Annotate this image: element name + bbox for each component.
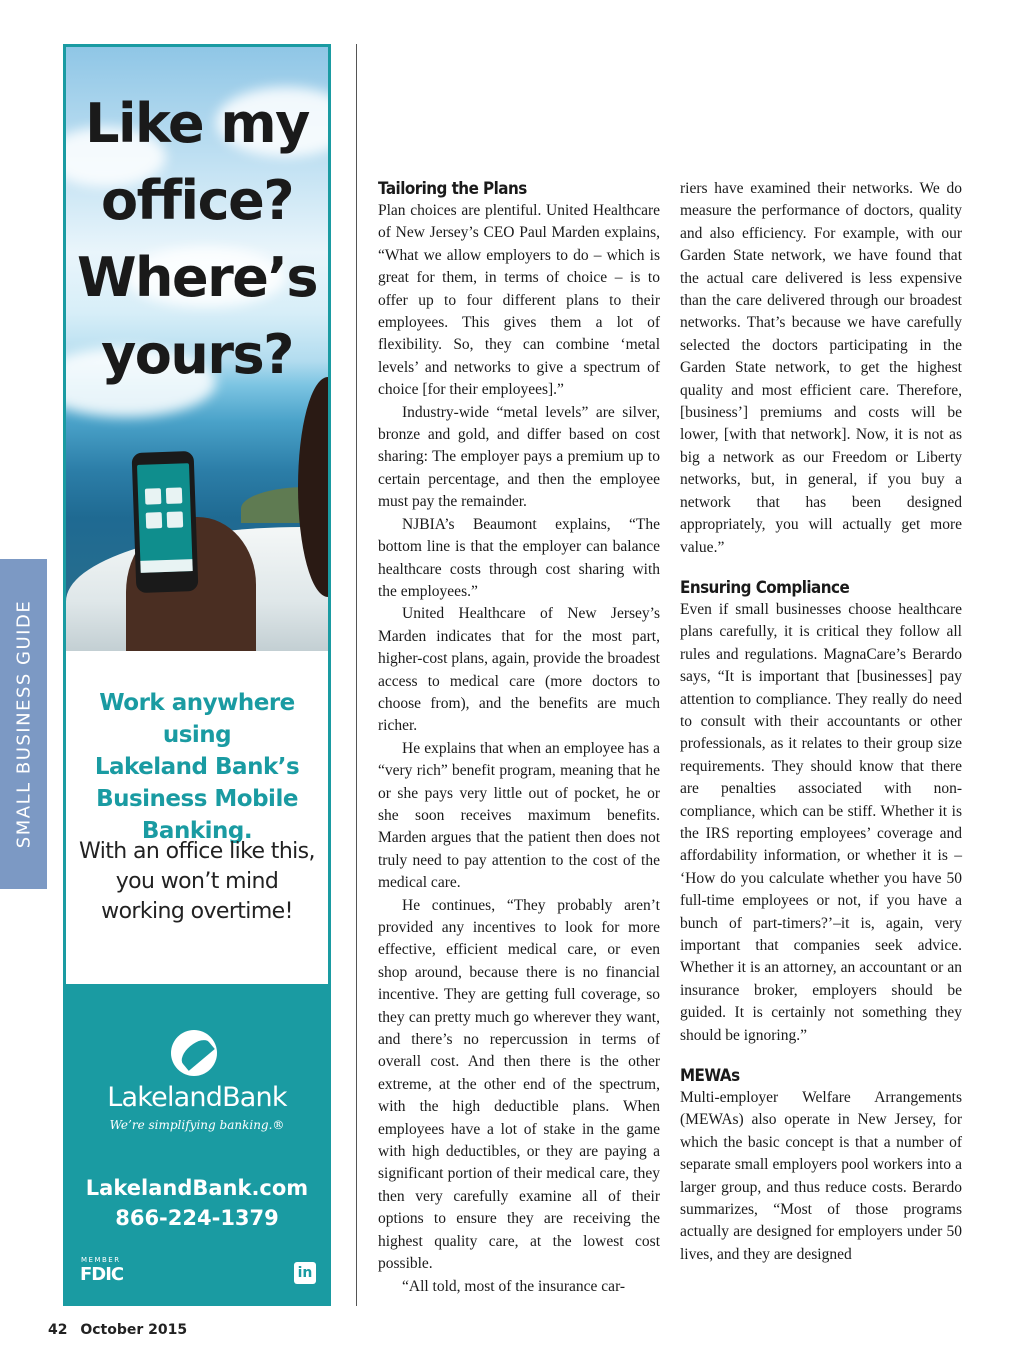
ad-headline-line: Like my [85,92,309,155]
article-paragraph: He continues, “They probably aren’t provided any incentives to look for more effective, efficient medical care, or even shop around, because there is no financial incentive. They are getting full coverage, so they can pretty much go wherever they want, and there’s no repercussion in terms of overall cost. And then there is the other extreme, at the other end of the spectrum, with the high deductible plans. When employees have a lot of stake in the game with high deductibles, or they are paying a significant portion of their medical care, they then very carefully examine all of their options to ensure they are receiving the highest quality care, at the lowest cost possible. [378,896,660,1273]
ad-subtext [66,837,328,927]
article-paragraph: NJBIA’s Beaumont explains, “The bottom line is that the employer can balance healthcare costs through cost sharing with the employees.” [378,515,660,600]
ad-headline-line: yours? [101,323,293,386]
section-heading: Tailoring the Plans [378,179,527,198]
bank-name: LakelandBank [107,1082,287,1113]
section-side-tab [0,559,47,889]
ad-headline-line: office? [100,169,294,232]
article-paragraph: riers have examined their networks. We do measure the performance of doctors, quality and also efficiency. For example, with our Garden State network, we have found that the actual care delivered is less expensive than the care delivered through our broadest networks. That’s because we have carefully selected the doctors participating in the Garden State network, to get the highest quality and most efficient care. Therefore, [business’] premiums and costs will be lower, [with that network]. Now, it is not as big a network as our Freedom or Liberty networks, but, in general, if you buy a network that has been designed appropriately, you will actually get more value.” [680,180,962,556]
issue-date: October 2015 [80,1322,188,1338]
ad-tagline-line: Lakeland Bank’s [94,754,300,780]
ad-headline-line: Where’s [76,246,318,309]
article-paragraph: “All told, most of the insurance car- [402,1277,626,1295]
article-paragraph: Plan choices are plentiful. United Healthcare of New Jersey’s CEO Paul Marden explains, “What we allow employers to do – which is great for them, in terms of choice – is to offer up to four different plans to their employees. This gives them a lot of flexibility. So, they can combine ‘metal levels’ and networks to give a spectrum of choice [for their employees].” [378,202,660,399]
article-paragraph: Multi-employer Welfare Arrangements (MEWAs) also operate in New Jersey, for which the basic concept is that a number of separate small employers pool workers into a larger group, and thus reduce costs. Berardo summarizes, “Most of those programs actually are designed for employers under 50 lives, and they are designed [680,1089,962,1263]
article-paragraph: United Healthcare of New Jersey’s Marden indicates that for the most part, higher-cost plans, again, provide the broadest access to medical care (more doctors to choose from), and the benefits are much richer. [378,605,660,735]
bank-website-link[interactable]: LakelandBank.com [85,1176,309,1200]
article-column-left [378,178,660,1298]
ad-bank-panel [66,984,328,1306]
article-paragraph: Even if small businesses choose healthcare plans carefully, it is critical they follow all rules and regulations. MagnaCare’s Berardo says, “It is important that [businesses] pay attention to compliance. They really do need to consult with their accountants or other professionals, as it relates to their group size requirements. They should know that there are penalties associated with non-compliance, which can be stiff. Whether it is the IRS reporting employees’ coverage and affordability information, or whether it is – ‘How do you calculate whether you have 50 full-time employees or not, if you have a bunch of part-timers?’–it is, again, very important that companies seek advice. Whether it is an attorney, an accountant or an insurance broker, employers should be guided. It is certainly not something they should be ignoring.” [680,600,962,1044]
smartphone-icon [132,451,199,593]
article-column-right [680,178,962,1266]
ad-subtext-line: With an office like this, [79,839,315,864]
ad-headline [66,85,328,393]
page-footer [48,1322,187,1338]
article-paragraph: Industry-wide “metal levels” are silver, bronze and gold, and differ based on cost sharing: The employer pays a premium up to certain percentage, and then the employee must pay the remainder. [378,403,660,511]
section-heading: MEWAs [680,1066,740,1086]
column-divider [356,44,357,1306]
lakeland-bank-ad[interactable] [63,44,331,1306]
section-heading: Ensuring Compliance [680,577,850,597]
page-number: 42 [48,1322,68,1338]
ad-tagline-line: Business Mobile [96,786,298,812]
lakeland-bank-logo-icon [171,1030,217,1076]
bank-phone-number[interactable]: 866-224-1379 [115,1206,279,1230]
fdic-logo: FDIC [80,1264,124,1285]
article-paragraph: He explains that when an employee has a “very rich” benefit program, meaning that he or she pays very little out of pocket, he or she soon receives maximum benefits. Marden argues that the patient then does not truly need to pay attention to the cost of the medical care. [378,739,660,892]
ad-subtext-line: working overtime! [101,899,293,924]
ad-tagline [66,687,328,847]
fdic-member-label: MEMBER [81,1256,121,1264]
linkedin-icon[interactable]: in [294,1262,316,1284]
bank-slogan: We’re simplifying banking.® [109,1118,285,1132]
ad-subtext-line: you won’t mind [115,869,279,894]
section-side-tab-label: SMALL BUSINESS GUIDE [13,599,34,849]
ad-tagline-line: Work anywhere using [99,690,295,748]
ad-tagline-line: Banking. [141,818,253,844]
